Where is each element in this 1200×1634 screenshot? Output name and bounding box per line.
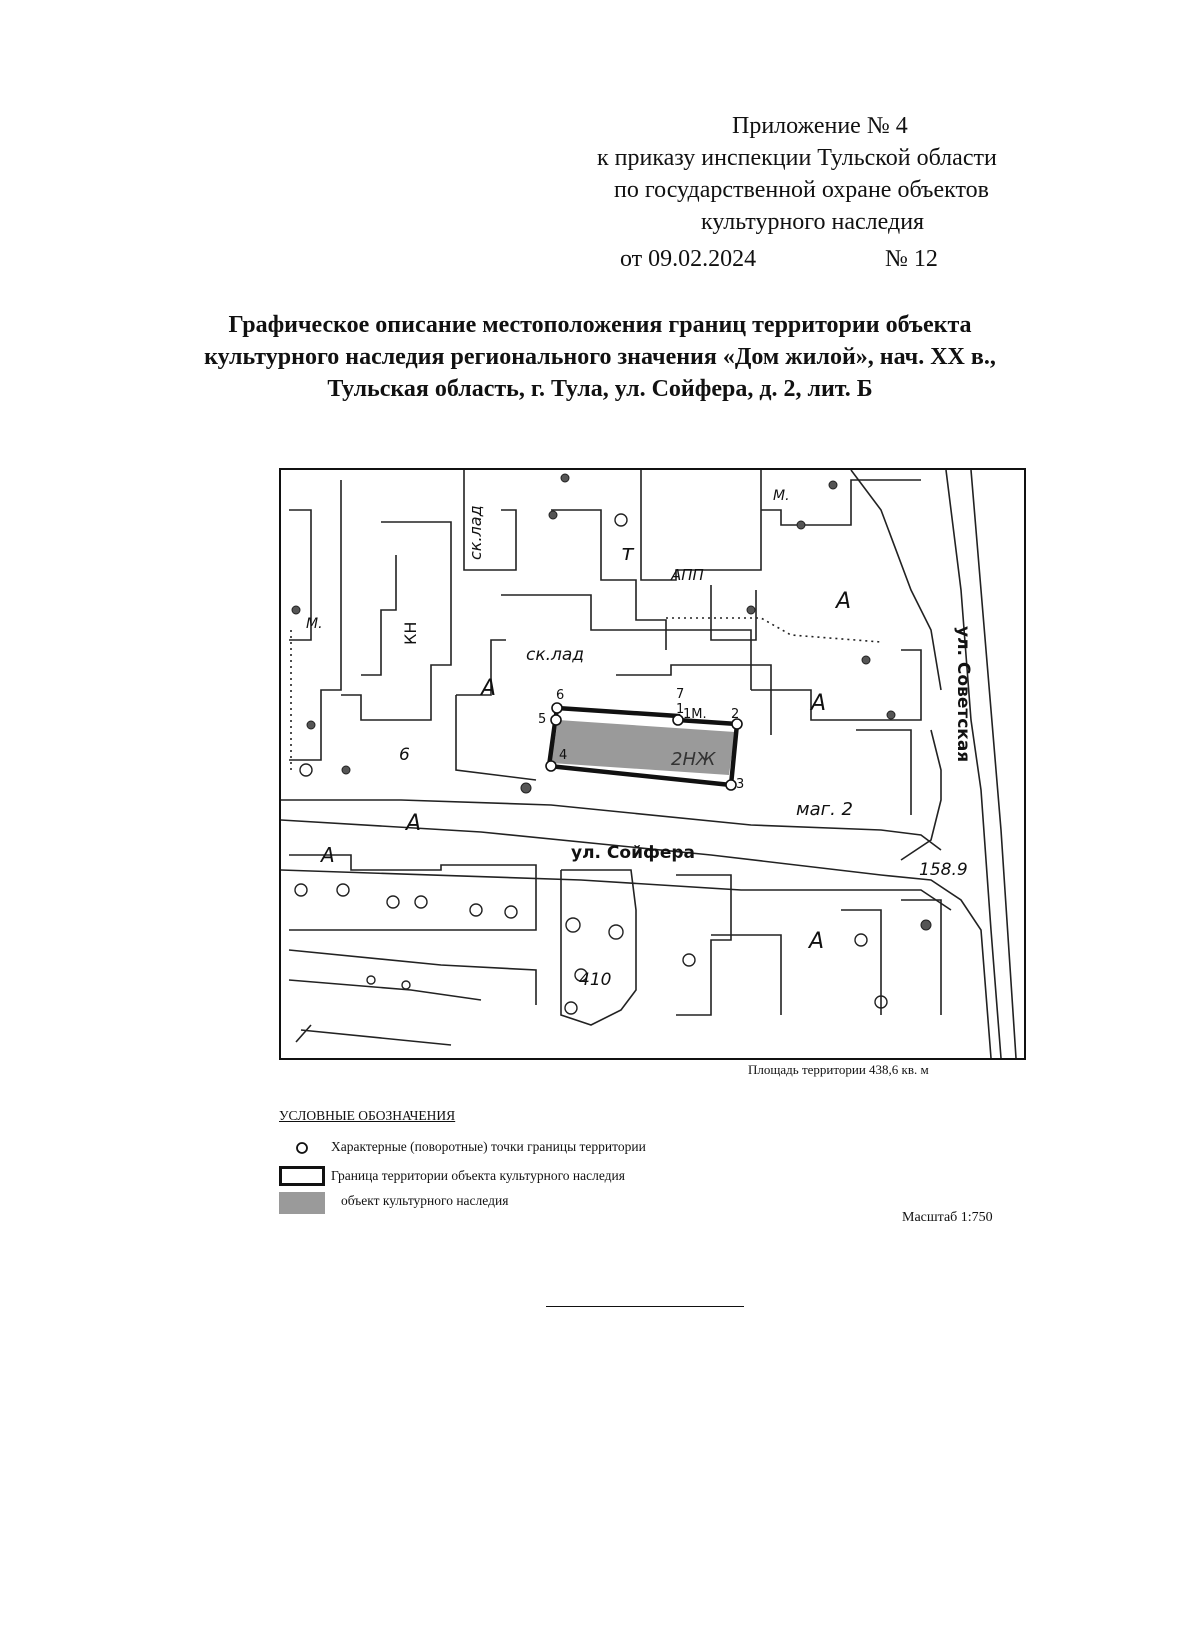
site-map-drawing [281, 470, 1024, 1058]
map-mark-410: 410 [579, 970, 612, 990]
boundary-point-3 [726, 780, 736, 790]
map-mark-a-2: А [811, 691, 827, 716]
map-mark-a-5: А [321, 843, 335, 867]
legend-heritage-icon [279, 1192, 325, 1214]
map-mark-a-6: А [809, 929, 825, 954]
point-label-7: 7 [676, 687, 685, 702]
map-mark-a-1: А [836, 589, 852, 614]
document-title-line-3: Тульская область, г. Тула, ул. Сойфера, д. 2, лит. Б [327, 376, 873, 402]
street-label-soyfera: ул. Сойфера [571, 843, 696, 863]
legend-label-heritage: объект культурного наследия [341, 1193, 509, 1208]
map-mark-sklad: ск.лад [526, 645, 585, 665]
legend-label-boundary: Граница территории объекта культурного наследия [331, 1168, 625, 1183]
closing-line [546, 1306, 744, 1307]
order-date: от 09.02.2024 [620, 246, 757, 272]
legend-item-boundary [279, 1166, 879, 1192]
legend-point-icon [294, 1140, 334, 1160]
map-mark-kn: КН [401, 621, 420, 645]
map-mark-a-4: А [406, 811, 422, 836]
map-mark-mag: маг. 2 [796, 799, 853, 820]
point-label-3: 3 [736, 777, 745, 792]
point-label-2: 2 [731, 707, 740, 722]
boundary-point-6 [552, 703, 562, 713]
legend-item-points [279, 1138, 879, 1164]
point-label-4: 4 [559, 748, 568, 763]
boundary-point-4 [546, 761, 556, 771]
map-mark-elevation: 158.9 [919, 860, 968, 880]
territory-area: Площадь территории 438,6 кв. м [748, 1062, 929, 1077]
document-title-line-1: Графическое описание местоположения границ территории объекта [228, 312, 972, 338]
appendix-number: Приложение № 4 [732, 113, 908, 139]
map-mark-sklad-2: ск.лад [466, 505, 485, 560]
header-protection-line: по государственной охране объектов [614, 177, 989, 203]
legend-heading: УСЛОВНЫЕ ОБОЗНАЧЕНИЯ [279, 1108, 456, 1123]
boundary-point-5 [551, 715, 561, 725]
street-label-sovetskaya: ул. Советская [953, 626, 973, 763]
map-mark-app: АПП [671, 566, 704, 584]
map-mark-t: т [621, 541, 634, 566]
site-map [279, 468, 1026, 1060]
map-mark-6: 6 [399, 745, 410, 765]
point-label-5: 5 [538, 712, 547, 727]
header-heritage-line: культурного наследия [701, 209, 925, 235]
map-scale: Масштаб 1:750 [902, 1210, 993, 1225]
document-title-line-2: культурного наследия регионального значения «Дом жилой», нач. XX в., [204, 344, 996, 370]
legend-item-heritage [279, 1192, 879, 1218]
map-mark-m-2: М. [773, 488, 790, 504]
map-mark-a-3: А [481, 676, 497, 701]
point-label-1: 1 [676, 702, 685, 717]
legend-label-points: Характерные (поворотные) точки границы территории [331, 1139, 646, 1154]
map-mark-mzh: 1М. [683, 707, 707, 722]
order-number: № 12 [885, 246, 938, 272]
header-order-line: к приказу инспекции Тульской области [597, 145, 997, 171]
point-label-6: 6 [556, 688, 565, 703]
map-mark-m: М. [306, 616, 323, 632]
legend-boundary-icon [279, 1166, 325, 1186]
building-label: 2НЖ [671, 749, 716, 770]
